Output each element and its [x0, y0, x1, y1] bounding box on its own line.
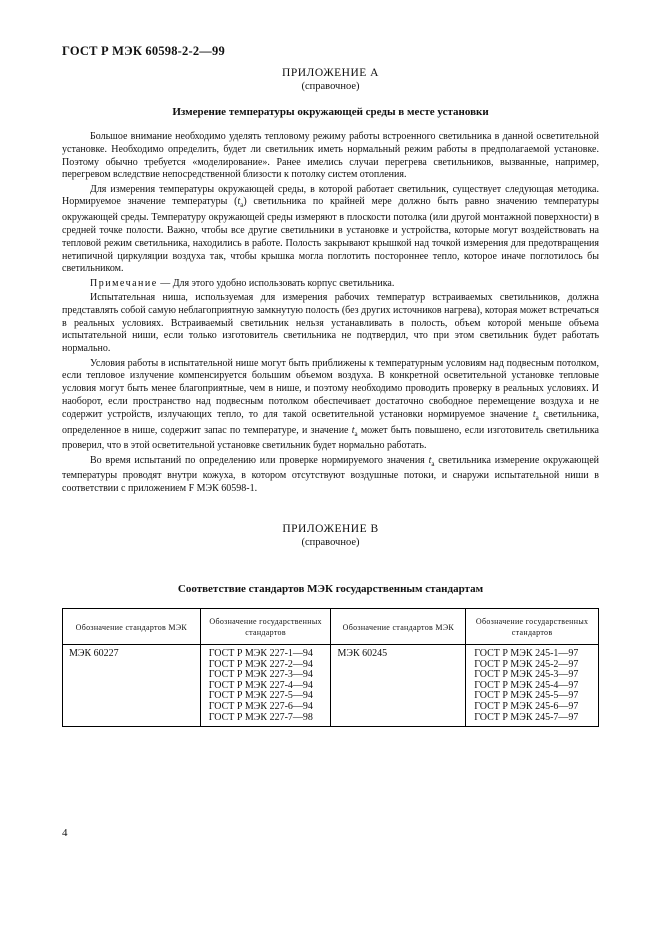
appendix-b-title: ПРИЛОЖЕНИЕ В — [282, 523, 379, 535]
cell-iec-60245: МЭК 60245 — [331, 645, 466, 727]
appendix-a-subtitle: (справочное) — [301, 81, 360, 92]
cell-gost-227-list: ГОСТ Р МЭК 227-1—94 ГОСТ Р МЭК 227-2—94 ГОСТ Р МЭК 227-3—94 ГОСТ Р МЭК 227-4—94 ГОСТ Р МЭК 227-5—94 ГОСТ Р МЭК 227-6—94 ГОСТ Р МЭК 227-7—98 — [200, 645, 331, 727]
appendix-a-body — [62, 131, 599, 498]
appendix-b-subtitle: (справочное) — [301, 537, 360, 548]
header-gost-left: Обозначение государственных стандартов — [200, 609, 331, 645]
standards-correspondence-table — [62, 608, 599, 727]
paragraph-4: Условия работы в испытательной нише могут быть приближены к температурным условиям над подвесным потолком, если тепловое излучение компенсируется большим объемом воздуха. В конкретной осветительной установке тепловые условия могут быть менее благоприятные, чем в нише, и поэтому необходимо проводить проверку в реальных условиях. И наоборот, если пространство над подвесным потолком обеспечивает достаточно свободное перемещение воздуха и не содержит устройств, излучающих тепло, то для такой осветительной установки нормируемое значение $t_a$ светильника, определенное в нише, содержит запас по температуре, и значение $t_a$ может быть повышено, если изготовитель светильника проверил, что в этой осветительной установке светильник будет нормально работать. — [62, 357, 600, 452]
cell-iec-60227: МЭК 60227 — [63, 645, 201, 727]
table-header-row — [63, 609, 599, 645]
note-label: Примечание — [90, 277, 158, 289]
paragraph-2: Для измерения температуры окружающей среды, в которой работает светильник, существует следующая методика. Нормируемое значение температуры $(t_a)$ светильника по крайней мере должно быть равно значению температуры окружающей среды. Температуру окружающей среды измеряют в плоскости потолка (или другой монтажной поверхности) в средней точке полости. Важно, чтобы все другие светильники в установке и устройства, которые могут воздействовать на тепловой режим светильника, находились в работе. Полость закрывают крышкой над точкой измерения для предотвращения нетипичной циркуляции воздуха так, чтобы крышка могла поглотить постороннее тепло, которое иначе поглотилось бы светильником. — [62, 183, 599, 275]
paragraph-5: Во время испытаний по определению или проверке нормируемого значения $t_a$ светильника измерение окружающей температуры проводят внутри кожуха, в котором отсутствуют воздушные потоки, и снаружи испытательной ниши в соответствии с приложением F МЭК 60598-1. — [62, 454, 599, 495]
header-iec-right: Обозначение стандартов МЭК — [331, 609, 466, 645]
table-row — [63, 645, 599, 727]
appendix-a-heading: Измерение температуры окружающей среды в месте установки — [172, 106, 489, 118]
note-paragraph: Примечание — Для этого удобно использовать корпус светильника. — [90, 277, 395, 289]
paragraph-1: Большое внимание необходимо уделять тепловому режиму работы встроенного светильника в данной осветительной установке. Необходимо определить, будет ли светильник иметь нормальный режим работы в предполагаемой установке. Поэтому обычно требуется «моделирование». Ранее имелись случаи перегрева светильников, вызванные, например, перегревом вследствие непосредственной близости к потолку систем отопления. — [62, 131, 599, 181]
cell-gost-245-list: ГОСТ Р МЭК 245-1—97 ГОСТ Р МЭК 245-2—97 ГОСТ Р МЭК 245-3—97 ГОСТ Р МЭК 245-4—97 ГОСТ Р МЭК 245-5—97 ГОСТ Р МЭК 245-6—97 ГОСТ Р МЭК 245-7—97 — [466, 645, 599, 727]
header-iec-left: Обозначение стандартов МЭК — [63, 609, 201, 645]
page-number: 4 — [62, 827, 68, 839]
header-gost-right: Обозначение государственных стандартов — [466, 609, 599, 645]
appendix-a-title: ПРИЛОЖЕНИЕ А — [282, 67, 379, 79]
appendix-b-heading: Соответствие стандартов МЭК государственным стандартам — [177, 583, 484, 595]
document-code: ГОСТ Р МЭК 60598-2-2—99 — [62, 44, 225, 58]
paragraph-3: Испытательная ниша, используемая для измерения рабочих температур встраиваемых светильников, должна представлять собой самую неблагоприятную замкнутую полость (без других источников нагрева), которая может встречаться в реальных условиях. Встраиваемый светильник нельзя устанавливать в полость, объем которой меньше объема испытательной ниши, если только изготовитель светильника не подтвердил, что при этом светильник будет работать нормально. — [62, 292, 599, 355]
